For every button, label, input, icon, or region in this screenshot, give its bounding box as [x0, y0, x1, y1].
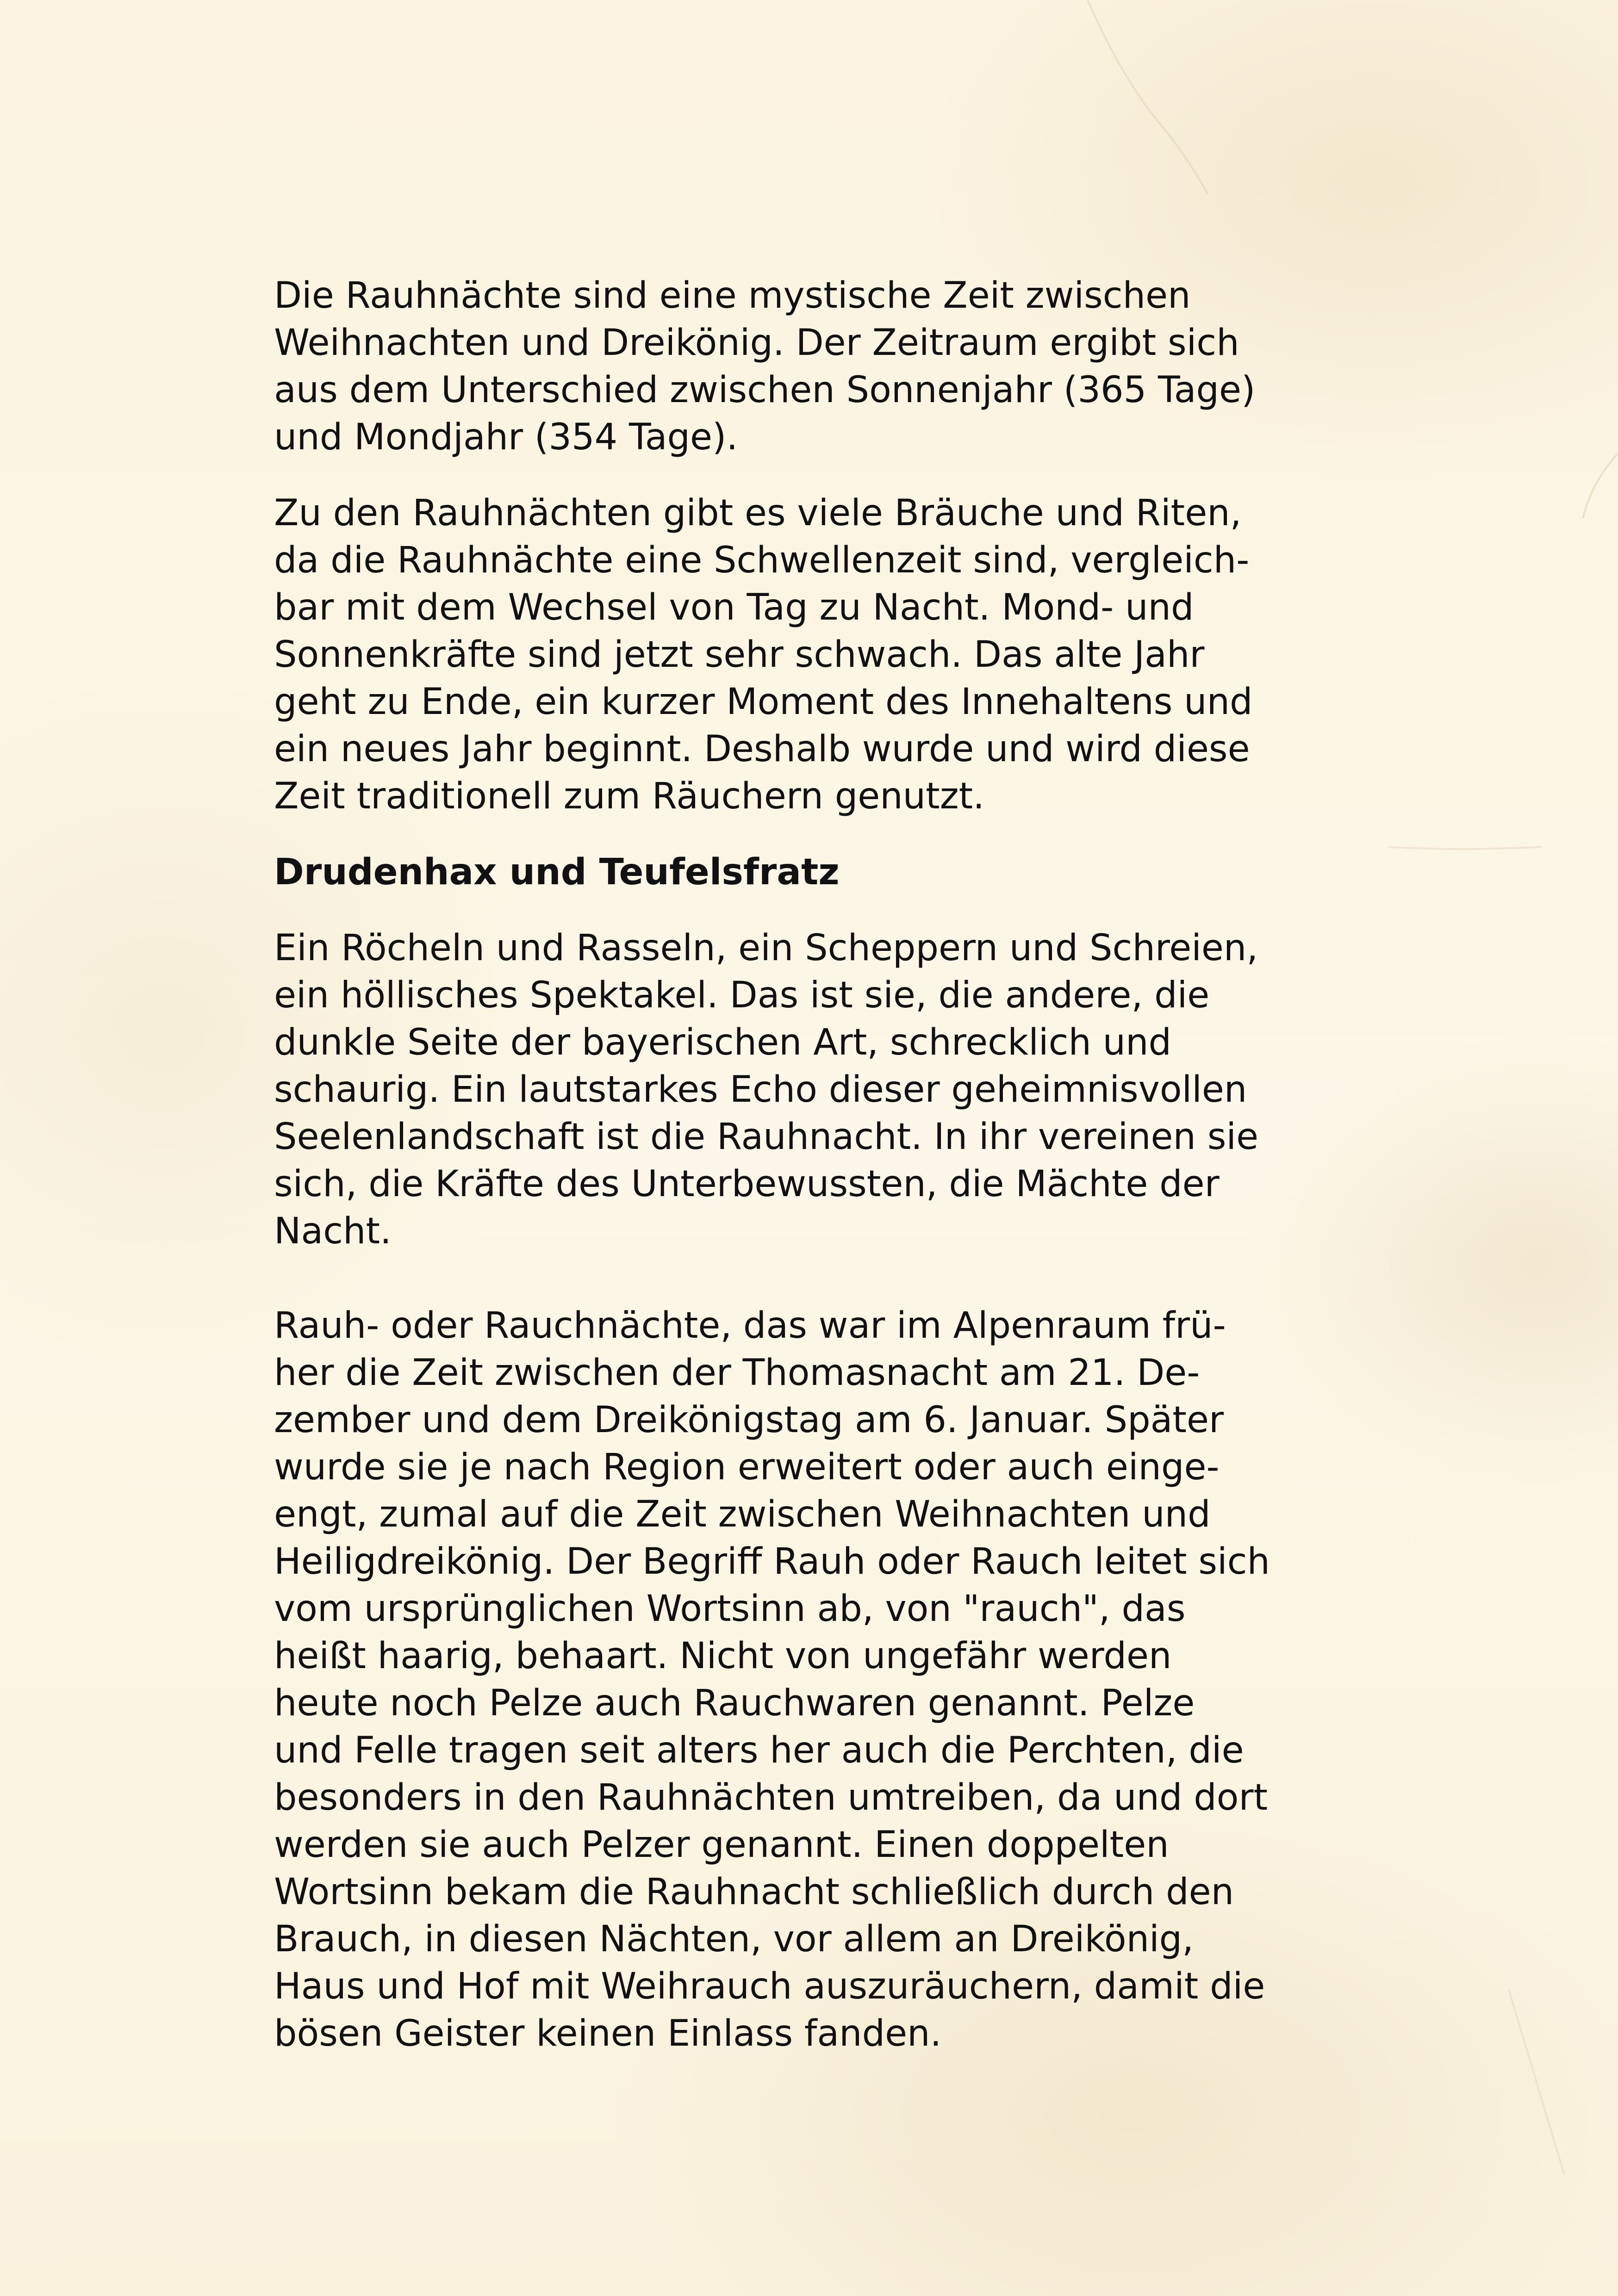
- paper-crease-bottom: [1509, 1990, 1564, 2175]
- paper-crease-top: [1088, 0, 1208, 194]
- intro-paragraph-2: Zu den Rauhnächten gibt es viele Bräuche und Riten, da die Rauhnächte eine Schwellenzeit sind, vergleich- bar mit dem Wechsel von Tag zu Nacht. Mond- und Sonnenkräfte sind jetzt sehr schwach. Das alte Jahr geht zu Ende, ein kurzer Moment des Innehaltens und ein neues Jahr beginnt. Deshalb wurde und wird diese Zeit traditionell zum Räuchern genutzt.: [274, 492, 1253, 817]
- section-paragraph-2: Rauh- oder Rauchnächte, das war im Alpenraum frü- her die Zeit zwischen der Thomasnacht am 21. De- zember und dem Dreikönigstag am 6. Januar. Später wurde sie je nach Region erweitert oder auch einge- engt, zumal auf die Zeit zwischen Weihnachten und Heiligdreikönig. Der Begriff Rauh oder Rauch leitet sich vom ursprünglichen Wortsinn ab, von "rauch", das heißt haarig, behaart. Nicht von ungefähr werden heute noch Pelze auch Rauchwaren genannt. Pelze und Felle tragen seit alters her auch die Perchten, die besonders in den Rauhnächten umtreiben, da und dort werden sie auch Pelzer genannt. Einen doppelten Wortsinn bekam die Rauhnacht schließlich durch den Brauch, in diesen Nächten, vor allem an Dreikönig, Haus und Hof mit Weihrauch auszuräuchern, damit die bösen Geister keinen Einlass fanden.: [274, 1305, 1270, 2054]
- paper-crease-right: [1583, 453, 1618, 518]
- section-heading: Drudenhax und Teufelsfratz: [274, 851, 840, 893]
- section-paragraph-1: Ein Röcheln und Rasseln, ein Scheppern und Schreien, ein höllisches Spektakel. Das ist sie, die andere, die dunkle Seite der bayerischen Art, schrecklich und schaurig. Ein lautstarkes Echo dieser geheimnisvollen Seelenlandschaft ist die Rauhnacht. In ihr vereinen sie sich, die Kräfte des Unterbewussten, die Mächte der Nacht.: [274, 927, 1259, 1252]
- document-body: [274, 272, 1385, 2086]
- paper-crease-mid: [1388, 847, 1541, 849]
- intro-paragraph-1: Die Rauhnächte sind eine mystische Zeit zwischen Weihnachten und Dreikönig. Der Zeitraum ergibt sich aus dem Unterschied zwischen Sonnenjahr (365 Tage) und Mondjahr (354 Tage).: [274, 275, 1256, 458]
